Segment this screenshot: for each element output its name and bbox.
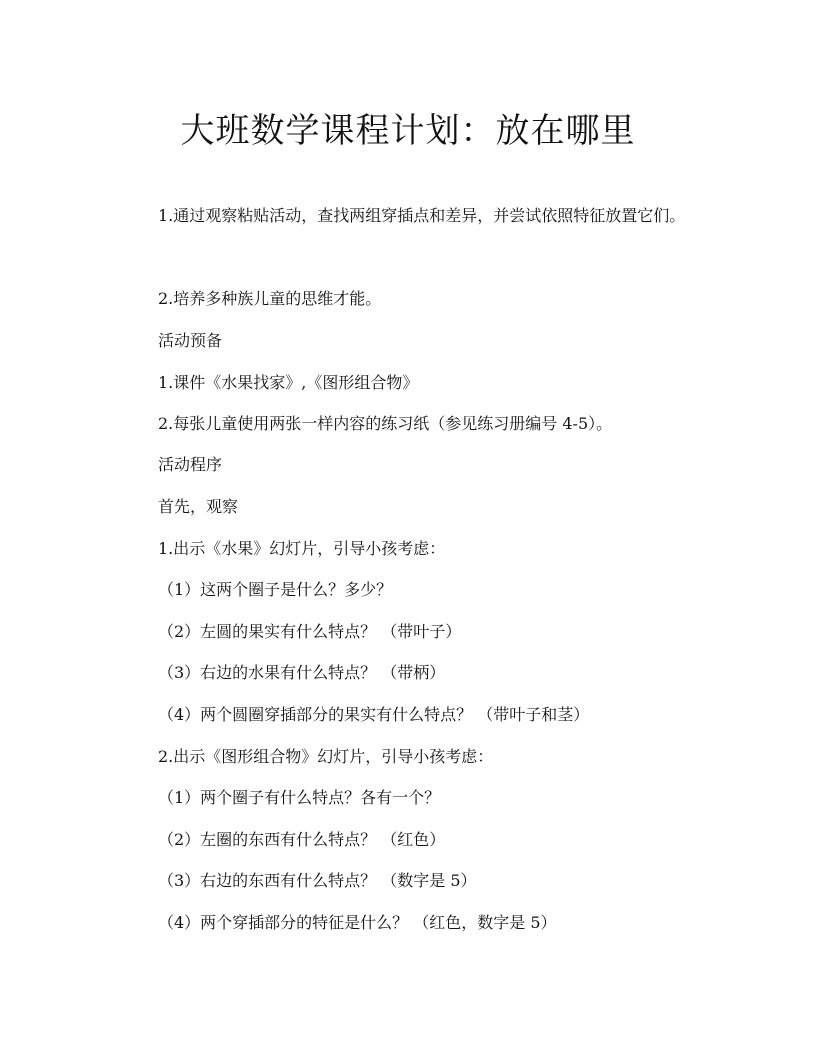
paragraph-question-1-1: （1）这两个圈子是什么？多少？ bbox=[158, 580, 393, 599]
paragraph-question-1-3: （3）右边的水果有什么特点？ （带柄） bbox=[158, 663, 446, 682]
paragraph-preparation-2: 2.每张儿童使用两张一样内容的练习纸（参见练习册编号 4-5）。 bbox=[158, 414, 613, 433]
paragraph-step-1: 1.出示《水果》幻灯片，引导小孩考虑： bbox=[158, 539, 446, 558]
heading-preparation: 活动预备 bbox=[158, 331, 223, 350]
paragraph-question-2-3: （3）右边的东西有什么特点？ （数字是 5） bbox=[158, 871, 477, 890]
paragraph-preparation-1: 1.课件《水果找家》,《图形组合物》 bbox=[158, 373, 419, 392]
paragraph-question-2-2: （2）左圈的东西有什么特点？ （红色） bbox=[158, 830, 446, 849]
paragraph-step-2: 2.出示《图形组合物》幻灯片，引导小孩考虑： bbox=[158, 747, 494, 766]
paragraph-question-1-4: （4）两个圆圈穿插部分的果实有什么特点？ （带叶子和茎） bbox=[158, 705, 590, 724]
paragraph-question-2-1: （1）两个圈子有什么特点？各有一个？ bbox=[158, 788, 441, 807]
document-title: 大班数学课程计划：放在哪里 bbox=[180, 111, 636, 151]
paragraph-objective-1: 1.通过观察粘贴活动，查找两组穿插点和差异，并尝试依照特征放置它们。 bbox=[158, 206, 686, 225]
paragraph-objective-2: 2.培养多种族儿童的思维才能。 bbox=[158, 289, 382, 308]
paragraph-question-2-4: （4）两个穿插部分的特征是什么？ （红色，数字是 5） bbox=[158, 913, 557, 932]
heading-procedure: 活动程序 bbox=[158, 455, 223, 474]
heading-observe: 首先，观察 bbox=[158, 497, 239, 516]
paragraph-question-1-2: （2）左圆的果实有什么特点？ （带叶子） bbox=[158, 622, 462, 641]
